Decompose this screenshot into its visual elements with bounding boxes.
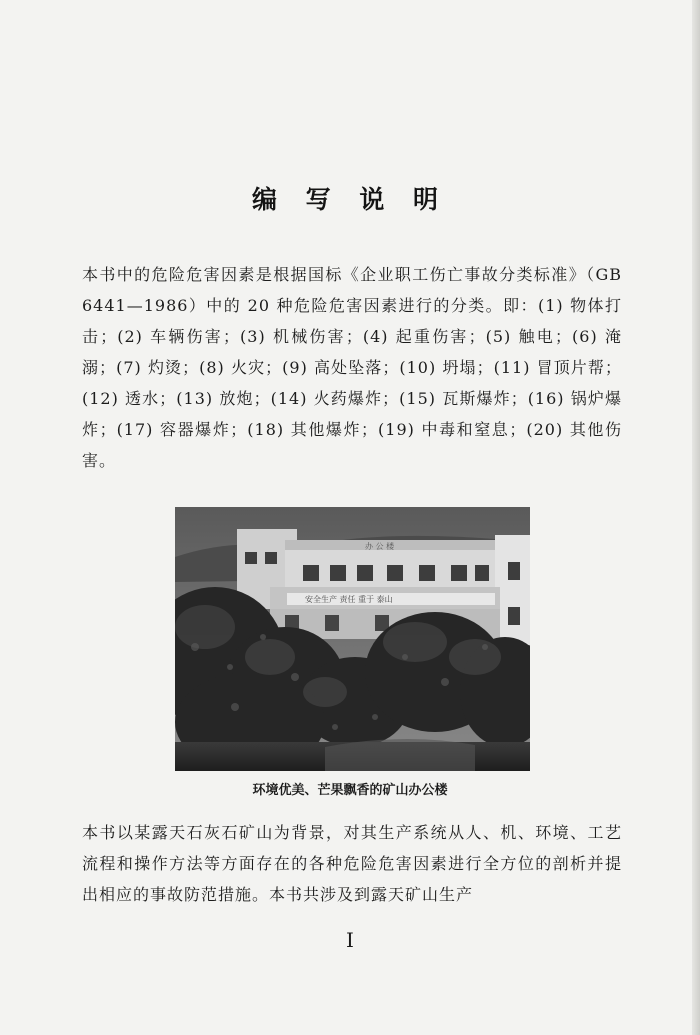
page-number: I [346,928,354,952]
page-title: 编 写 说 明 [251,185,449,214]
page-edge [692,0,700,1035]
photo-caption: 环境优美、芒果飘香的矿山办公楼 [252,783,448,798]
building-sign: 办 公 楼 [365,542,395,551]
paragraph-hazard-classification: 本书中的危险危害因素是根据国标《企业职工伤亡事故分类标准》（GB 6441—1986）中的 20 种危险危害因素进行的分类。即：(1) 物体打击；(2) 车辆伤害；(3) 机械伤害；(4) 起重伤害；(5) 触电；(6) 淹溺；(7) 灼烫；(8) 火灾；(9) 高处坠落；(10) 坍塌；(11) 冒顶片帮；(12) 透水；(13) 放炮；(14) 火药爆炸；(15) 瓦斯爆炸；(16) 锅炉爆炸；(17) 容器爆炸；(18) 其他爆炸；(19) 中毒和窒息；(20) 其他伤害。 [82,265,622,470]
office-building-photo [175,507,530,771]
paragraph-book-scope: 本书以某露天石灰石矿山为背景，对其生产系统从人、机、环境、工艺流程和操作方法等方面存在的各种危险危害因素进行全方位的剖析并提出相应的事故防范措施。本书共涉及到露天矿山生产 [82,823,622,904]
building-banner: 安全生产 责任 重于 泰山 [305,595,393,604]
